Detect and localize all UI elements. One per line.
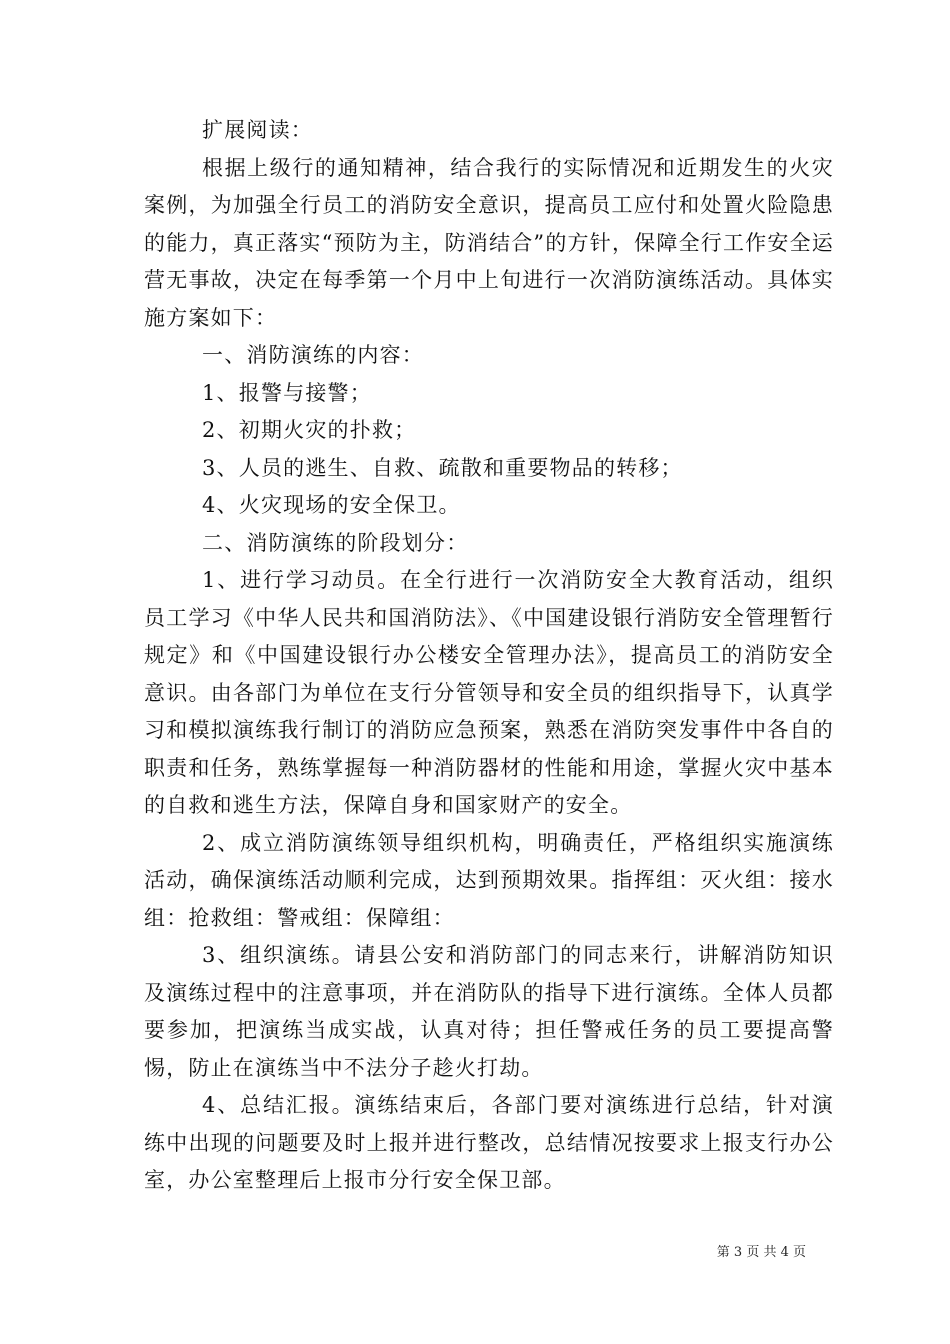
list-item: 2、初期火灾的扑救； (202, 418, 417, 442)
stage-paragraph: 4、总结汇报。演练结束后，各部门要对演练进行总结，针对演练中出现的问题要及时上报并进行整改，总结情况按要求上报支行办公室，办公室整理后上报市分行安全保卫部。 (144, 1093, 834, 1192)
page-number-footer: 第 3 页 共 4 页 (716, 1245, 806, 1260)
stage-paragraph: 2、成立消防演练领导组织机构，明确责任，严格组织实施演练活动，确保演练活动顺利完成，达到预期效果。指挥组：灭火组：接水组：抢救组：警戒组：保障组： (144, 830, 834, 930)
section-heading-content: 一、消防演练的内容： (202, 343, 424, 367)
stage-paragraph: 3、组织演练。请县公安和消防部门的同志来行，讲解消防知识及演练过程中的注意事项，并在消防队的指导下进行演练。全体人员都要参加，把演练当成实战，认真对待；担任警戒任务的员工要提高警惕，防止在演练当中不法分子趁火打劫。 (144, 943, 834, 1080)
list-item: 3、人员的逃生、自救、疏散和重要物品的转移； (202, 455, 683, 480)
heading-extended-reading: 扩展阅读： (202, 118, 313, 142)
intro-paragraph: 根据上级行的通知精神，结合我行的实际情况和近期发生的火灾案例，为加强全行员工的消防安全意识，提高员工应付和处置火险隐患的能力，真正落实“预防为主，防消结合”的方针，保障全行工作安全运营无事故，决定在每季第一个月中上旬进行一次消防演练活动。具体实施方案如下： (144, 155, 834, 330)
list-item: 1、报警与接警； (202, 380, 372, 405)
document-body (144, 112, 834, 1200)
list-item: 4、火灾现场的安全保卫。 (202, 493, 461, 517)
section-heading-stages: 二、消防演练的阶段划分： (202, 530, 469, 555)
stage-paragraph: 1、进行学习动员。在全行进行一次消防安全大教育活动，组织员工学习《中华人民共和国消防法》、《中国建设银行消防安全管理暂行规定》和《中国建设银行办公楼安全管理办法》，提高员工的消防安全意识。由各部门为单位在支行分管领导和安全员的组织指导下，认真学习和模拟演练我行制订的消防应急预案，熟悉在消防突发事件中各自的职责和任务，熟练掌握每一种消防器材的性能和用途，掌握火灾中基本的自救和逃生方法，保障自身和国家财产的安全。 (144, 568, 834, 817)
